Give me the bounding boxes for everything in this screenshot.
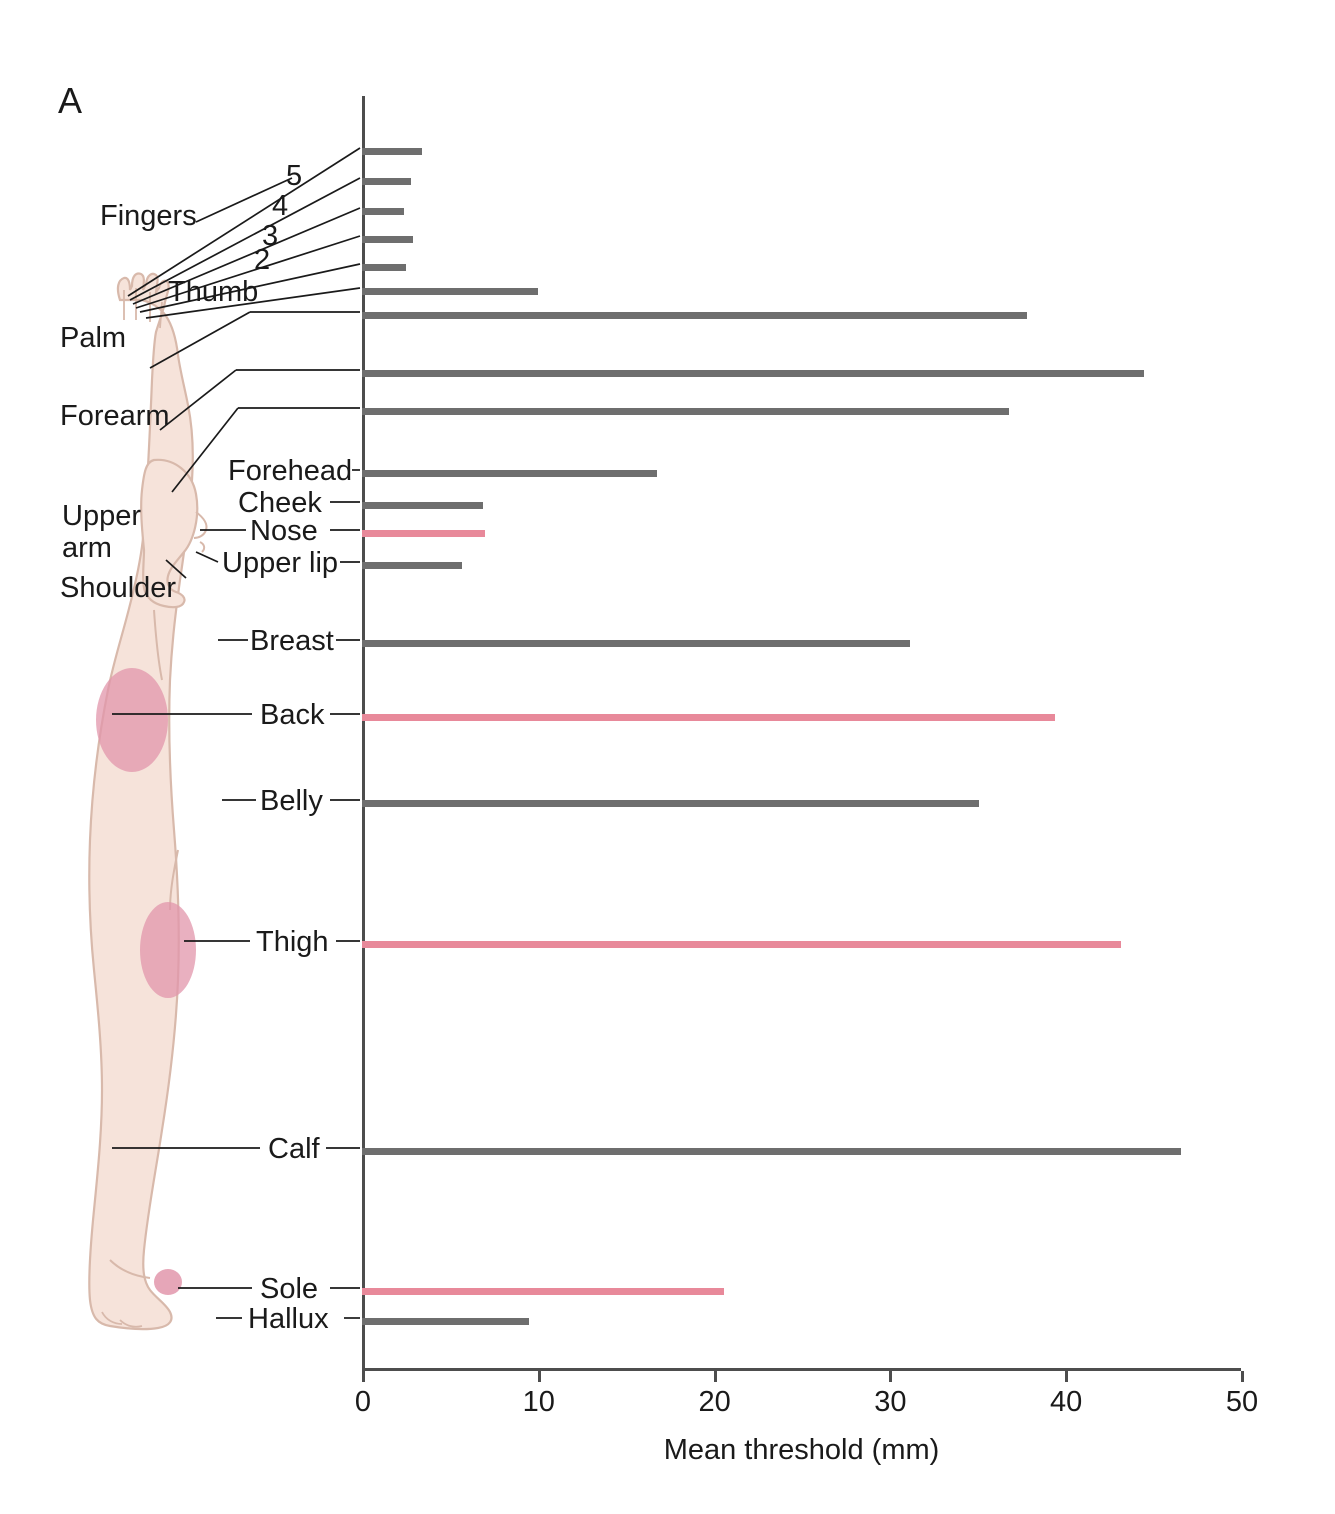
x-tick-3 — [889, 1371, 892, 1382]
x-tick-label-3: 30 — [874, 1386, 907, 1418]
label-palm: Palm — [60, 322, 127, 354]
label-thumb: Thumb — [168, 276, 259, 308]
x-tick-0 — [362, 1371, 365, 1382]
bar-thumb — [362, 264, 406, 271]
label-back: Back — [260, 699, 325, 731]
bar-cheek — [362, 502, 483, 509]
label-sole: Sole — [260, 1273, 319, 1305]
bar-shoulder — [362, 408, 1009, 415]
x-tick-4 — [1065, 1371, 1068, 1382]
bar-calf — [362, 1148, 1181, 1155]
bar-palm — [362, 288, 538, 295]
bar-finger-5 — [362, 148, 422, 155]
panel-letter: A — [58, 80, 83, 121]
label-forearm: Forearm — [60, 400, 170, 432]
x-tick-label-5: 50 — [1225, 1386, 1259, 1418]
bar-upper-lip — [362, 562, 462, 569]
label-nose: Nose — [250, 515, 318, 547]
x-tick-5 — [1241, 1371, 1244, 1382]
x-tick-label-1: 10 — [522, 1386, 555, 1418]
bar-forehead — [362, 470, 657, 477]
bar-belly — [362, 800, 979, 807]
bar-thigh — [362, 941, 1121, 948]
label-digit-3: 3 — [262, 220, 279, 252]
label-upper-arm-line2: arm — [62, 532, 112, 564]
label-fingers: Fingers — [100, 200, 197, 232]
label-upper-lip: Upper lip — [222, 547, 339, 579]
x-tick-label-2: 20 — [698, 1386, 731, 1418]
label-belly: Belly — [260, 785, 323, 817]
label-digit-5: 5 — [286, 160, 303, 192]
label-digit-2: 2 — [254, 244, 271, 276]
bars-container — [362, 96, 1242, 1368]
label-hallux: Hallux — [248, 1303, 329, 1335]
label-digit-4: 4 — [272, 190, 289, 222]
bar-nose — [362, 530, 485, 537]
label-cheek: Cheek — [238, 487, 322, 519]
bar-forearm — [362, 312, 1027, 319]
label-forehead: Forehead — [228, 455, 353, 487]
x-tick-1 — [538, 1371, 541, 1382]
label-calf: Calf — [268, 1133, 320, 1165]
label-thigh: Thigh — [256, 926, 329, 958]
x-tick-label-0: 0 — [354, 1386, 372, 1418]
bar-sole — [362, 1288, 724, 1295]
label-upper-arm-line1: Upper — [62, 500, 141, 532]
x-tick-label-4: 40 — [1050, 1386, 1083, 1418]
bar-finger-3 — [362, 208, 404, 215]
label-breast: Breast — [250, 625, 334, 657]
bar-hallux — [362, 1318, 529, 1325]
bar-breast — [362, 640, 910, 647]
x-axis-title: Mean threshold (mm) — [663, 1434, 940, 1466]
x-tick-2 — [714, 1371, 717, 1382]
bar-upper-arm — [362, 370, 1144, 377]
bar-back — [362, 714, 1055, 721]
x-axis-line — [362, 1368, 1241, 1371]
bar-finger-2 — [362, 236, 413, 243]
bar-finger-4 — [362, 178, 411, 185]
label-shoulder: Shoulder — [60, 572, 177, 604]
